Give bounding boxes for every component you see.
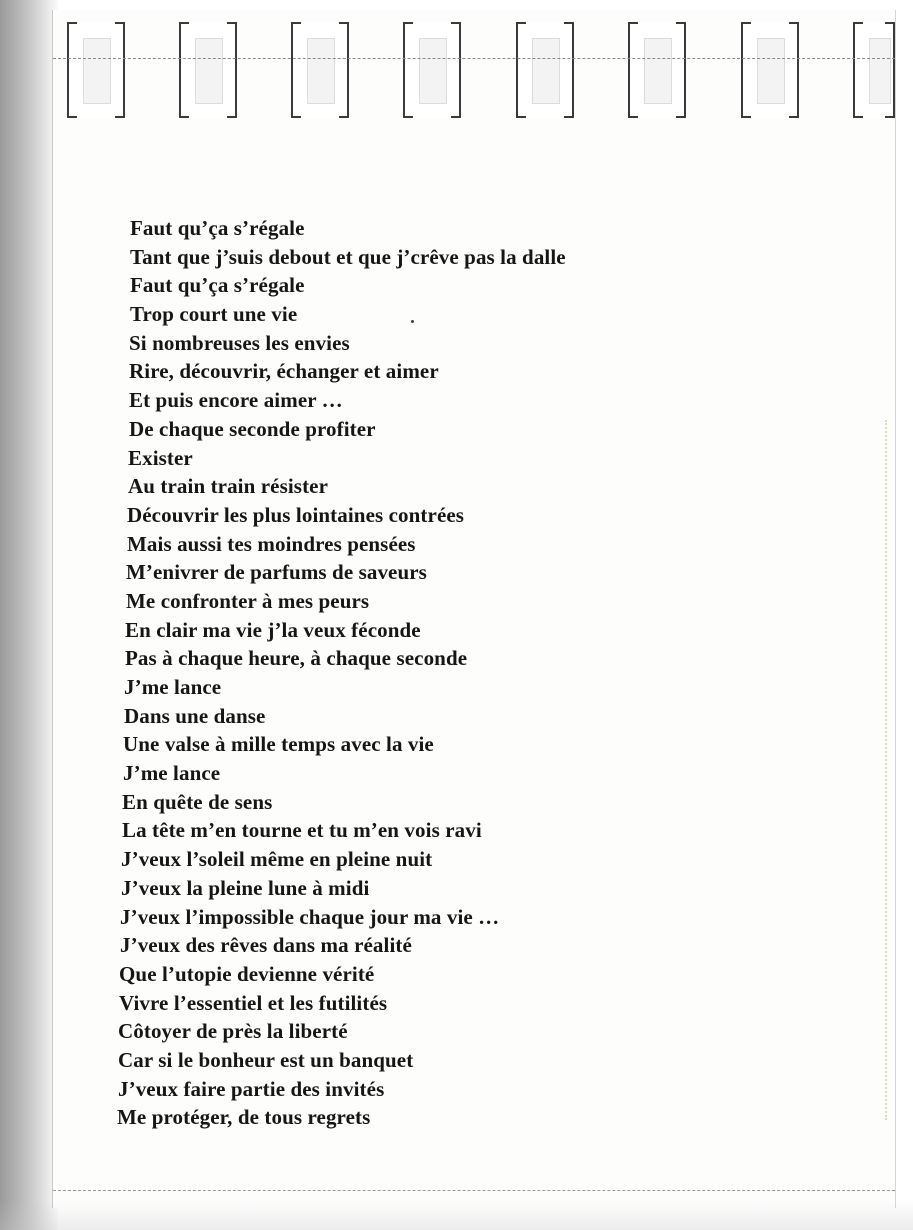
binding-hole [853,22,895,118]
poem-line: Faut qu’ça s’régale [130,216,305,240]
poem-line: Au train train résister [128,474,329,499]
poem-line: Si nombreuses les envies [129,330,350,355]
poem-line: M’enivrer de parfums de saveurs [126,560,427,585]
poem-line: J’veux des rêves dans ma réalité [120,933,412,958]
poem-line: J’me lance [123,761,221,786]
poem-line: Une valse à mille temps avec la vie [123,732,434,757]
binding-hole [741,22,799,118]
poem-line: La tête m’en tourne et tu m’en vois ravi [122,818,482,843]
perforation-line [53,58,895,59]
binding-hole [291,22,349,118]
poem [76,214,756,1132]
poem-line: Vivre l’essentiel et les futilités [119,990,388,1015]
poem-line: Me confronter à mes peurs [126,588,370,613]
poem-line: Dans une danse [124,703,266,728]
poem-line: J’veux l’soleil même en pleine nuit [121,847,433,872]
scan-shadow-bottom [0,1200,913,1230]
poem-line: J’veux l’impossible chaque jour ma vie … [120,904,500,929]
binding-hole [403,22,461,118]
binding-hole [628,22,686,118]
poem-line: Trop court une vie [130,302,298,327]
binding-hole [179,22,237,118]
poem-line: Tant que j’suis debout et que j’crêve pas la dalle [130,244,566,269]
poem-line: J’veux faire partie des invités [118,1076,385,1101]
scan-shadow [0,0,58,1230]
poem-line: Exister [128,445,193,470]
poem-line: Faut qu’ça s’régale [130,273,305,298]
poem-line: Découvrir les plus lointaines contrées [127,502,465,527]
poem-line: Que l’utopie devienne vérité [119,961,375,986]
poem-line: J’me lance [124,675,222,699]
poem-line: J’veux la pleine lune à midi [121,875,370,900]
binding-hole [67,22,125,118]
bottom-perforation-line [53,1190,895,1191]
poem-line: En clair ma vie j’la veux féconde [125,617,421,642]
poem-line: Car si le bonheur est un banquet [118,1047,414,1072]
poem-line: Me protéger, de tous regrets [117,1105,371,1130]
poem-line: Mais aussi tes moindres pensées [127,531,416,556]
poem-line: Pas à chaque heure, à chaque seconde [125,646,468,671]
spiral-binding [53,10,895,125]
binding-hole [516,22,574,118]
page-edge [885,420,895,1120]
poem-line: En quête de sens [122,789,273,814]
poem-line: De chaque seconde profiter [129,416,376,441]
poem-line: Rire, découvrir, échanger et aimer [129,359,439,384]
poem-line: Côtoyer de près la liberté [118,1019,348,1044]
poem-line: Et puis encore aimer … [129,388,343,413]
